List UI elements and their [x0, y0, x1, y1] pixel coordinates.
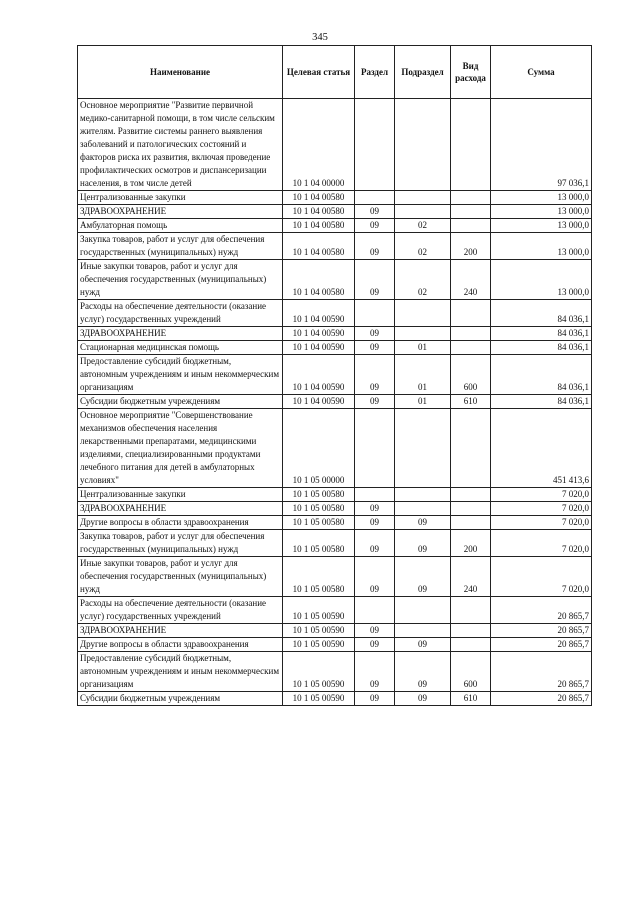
- cell-name: Основное мероприятие "Совершенствование механизмов обеспечения населения лекарственными препаратами, медицинскими изделиями, специализированными продуктами лечебного питания для детей в амбулаторных условиях": [78, 409, 283, 488]
- cell-subsection: [395, 409, 451, 488]
- cell-subsection: [395, 300, 451, 327]
- cell-target: 10 1 04 00580: [283, 205, 355, 219]
- cell-subsection: 09: [395, 530, 451, 557]
- cell-name: ЗДРАВООХРАНЕНИЕ: [78, 327, 283, 341]
- cell-section: [355, 191, 395, 205]
- cell-expense: [451, 488, 491, 502]
- cell-expense: 200: [451, 530, 491, 557]
- cell-expense: 240: [451, 260, 491, 300]
- cell-target: 10 1 05 00580: [283, 488, 355, 502]
- cell-subsection: 09: [395, 638, 451, 652]
- cell-sum: 20 865,7: [491, 652, 592, 692]
- cell-expense: 200: [451, 233, 491, 260]
- cell-sum: 7 020,0: [491, 516, 592, 530]
- cell-name: Иные закупки товаров, работ и услуг для обеспечения государственных (муниципальных) нужд: [78, 557, 283, 597]
- cell-subsection: 02: [395, 260, 451, 300]
- cell-sum: 7 020,0: [491, 557, 592, 597]
- cell-section: 09: [355, 530, 395, 557]
- cell-name: Субсидии бюджетным учреждениям: [78, 395, 283, 409]
- cell-target: 10 1 04 00590: [283, 395, 355, 409]
- cell-section: [355, 488, 395, 502]
- table-row: [78, 516, 592, 530]
- table-row: [78, 260, 592, 300]
- page-number: 345: [312, 32, 328, 43]
- cell-target: 10 1 04 00580: [283, 191, 355, 205]
- cell-expense: 610: [451, 692, 491, 706]
- cell-expense: [451, 638, 491, 652]
- cell-section: 09: [355, 341, 395, 355]
- table-row: [78, 557, 592, 597]
- cell-section: 09: [355, 624, 395, 638]
- cell-sum: 13 000,0: [491, 219, 592, 233]
- header-sum: Сумма: [491, 46, 592, 99]
- table-row: [78, 409, 592, 488]
- cell-target: 10 1 05 00590: [283, 597, 355, 624]
- cell-target: 10 1 04 00580: [283, 260, 355, 300]
- cell-sum: 84 036,1: [491, 300, 592, 327]
- cell-target: 10 1 04 00000: [283, 99, 355, 191]
- cell-target: 10 1 04 00590: [283, 355, 355, 395]
- header-expense: Вид расхода: [451, 46, 491, 99]
- cell-sum: 13 000,0: [491, 260, 592, 300]
- table-header-row: [78, 46, 592, 99]
- cell-name: Централизованные закупки: [78, 488, 283, 502]
- cell-section: 09: [355, 652, 395, 692]
- cell-target: 10 1 04 00590: [283, 300, 355, 327]
- cell-section: 09: [355, 557, 395, 597]
- cell-expense: [451, 205, 491, 219]
- cell-target: 10 1 05 00590: [283, 624, 355, 638]
- cell-target: 10 1 05 00580: [283, 516, 355, 530]
- cell-section: 09: [355, 692, 395, 706]
- cell-subsection: 01: [395, 341, 451, 355]
- cell-section: 09: [355, 327, 395, 341]
- cell-target: 10 1 04 00590: [283, 327, 355, 341]
- table-row: [78, 502, 592, 516]
- cell-expense: [451, 191, 491, 205]
- cell-sum: 13 000,0: [491, 233, 592, 260]
- cell-sum: 20 865,7: [491, 638, 592, 652]
- cell-name: Предоставление субсидий бюджетным, автономным учреждениям и иным некоммерческим организациям: [78, 355, 283, 395]
- cell-name: Субсидии бюджетным учреждениям: [78, 692, 283, 706]
- cell-subsection: [395, 205, 451, 219]
- cell-expense: [451, 300, 491, 327]
- cell-expense: [451, 99, 491, 191]
- cell-expense: [451, 219, 491, 233]
- cell-subsection: 02: [395, 219, 451, 233]
- cell-sum: 97 036,1: [491, 99, 592, 191]
- cell-subsection: [395, 502, 451, 516]
- table-row: [78, 638, 592, 652]
- table-row: [78, 652, 592, 692]
- cell-section: [355, 300, 395, 327]
- cell-target: 10 1 05 00580: [283, 502, 355, 516]
- cell-sum: 13 000,0: [491, 205, 592, 219]
- cell-section: [355, 99, 395, 191]
- table-row: [78, 191, 592, 205]
- cell-name: Закупка товаров, работ и услуг для обеспечения государственных (муниципальных) нужд: [78, 233, 283, 260]
- cell-sum: 84 036,1: [491, 395, 592, 409]
- cell-name: Централизованные закупки: [78, 191, 283, 205]
- table-row: [78, 300, 592, 327]
- cell-sum: 84 036,1: [491, 327, 592, 341]
- cell-name: Другие вопросы в области здравоохранения: [78, 516, 283, 530]
- cell-sum: 20 865,7: [491, 692, 592, 706]
- cell-target: 10 1 04 00580: [283, 219, 355, 233]
- cell-section: 09: [355, 502, 395, 516]
- cell-subsection: 01: [395, 355, 451, 395]
- cell-name: Стационарная медицинская помощь: [78, 341, 283, 355]
- cell-subsection: [395, 191, 451, 205]
- cell-section: 09: [355, 233, 395, 260]
- cell-subsection: 09: [395, 557, 451, 597]
- cell-subsection: [395, 99, 451, 191]
- cell-section: [355, 597, 395, 624]
- cell-subsection: [395, 327, 451, 341]
- budget-table: [77, 45, 592, 706]
- cell-expense: 240: [451, 557, 491, 597]
- cell-expense: [451, 502, 491, 516]
- cell-subsection: [395, 597, 451, 624]
- table-row: [78, 233, 592, 260]
- cell-name: ЗДРАВООХРАНЕНИЕ: [78, 624, 283, 638]
- cell-subsection: 02: [395, 233, 451, 260]
- cell-sum: 84 036,1: [491, 341, 592, 355]
- cell-sum: 84 036,1: [491, 355, 592, 395]
- table-row: [78, 597, 592, 624]
- cell-target: 10 1 05 00580: [283, 530, 355, 557]
- cell-section: 09: [355, 355, 395, 395]
- cell-target: 10 1 04 00590: [283, 341, 355, 355]
- table-row: [78, 355, 592, 395]
- table-row: [78, 341, 592, 355]
- cell-target: 10 1 05 00580: [283, 557, 355, 597]
- table-row: [78, 395, 592, 409]
- table-row: [78, 99, 592, 191]
- cell-sum: 7 020,0: [491, 530, 592, 557]
- cell-subsection: [395, 488, 451, 502]
- cell-sum: 451 413,6: [491, 409, 592, 488]
- cell-expense: [451, 624, 491, 638]
- table-row: [78, 327, 592, 341]
- cell-name: ЗДРАВООХРАНЕНИЕ: [78, 205, 283, 219]
- table-row: [78, 488, 592, 502]
- header-name: Наименование: [78, 46, 283, 99]
- cell-section: [355, 409, 395, 488]
- cell-section: 09: [355, 219, 395, 233]
- cell-name: Иные закупки товаров, работ и услуг для обеспечения государственных (муниципальных) нужд: [78, 260, 283, 300]
- cell-sum: 7 020,0: [491, 502, 592, 516]
- cell-expense: 610: [451, 395, 491, 409]
- cell-subsection: 01: [395, 395, 451, 409]
- cell-expense: 600: [451, 355, 491, 395]
- table-row: [78, 530, 592, 557]
- cell-expense: [451, 341, 491, 355]
- cell-name: ЗДРАВООХРАНЕНИЕ: [78, 502, 283, 516]
- cell-target: 10 1 05 00590: [283, 692, 355, 706]
- cell-subsection: [395, 624, 451, 638]
- cell-subsection: 09: [395, 692, 451, 706]
- table-row: [78, 205, 592, 219]
- cell-section: 09: [355, 638, 395, 652]
- cell-sum: 20 865,7: [491, 597, 592, 624]
- cell-name: Основное мероприятие "Развитие первичной медико-санитарной помощи, в том числе сельским жителям. Развитие системы раннего выявления заболеваний и патологических состояний и факторов риска их развития, включая проведение профилактических осмотров и диспансеризации населения, в том числе детей: [78, 99, 283, 191]
- table-row: [78, 219, 592, 233]
- cell-subsection: 09: [395, 652, 451, 692]
- cell-expense: 600: [451, 652, 491, 692]
- cell-target: 10 1 05 00590: [283, 638, 355, 652]
- cell-target: 10 1 05 00590: [283, 652, 355, 692]
- cell-section: 09: [355, 260, 395, 300]
- cell-name: Расходы на обеспечение деятельности (оказание услуг) государственных учреждений: [78, 300, 283, 327]
- cell-expense: [451, 327, 491, 341]
- cell-name: Амбулаторная помощь: [78, 219, 283, 233]
- cell-name: Закупка товаров, работ и услуг для обеспечения государственных (муниципальных) нужд: [78, 530, 283, 557]
- header-section: Раздел: [355, 46, 395, 99]
- cell-expense: [451, 516, 491, 530]
- cell-name: Предоставление субсидий бюджетным, автономным учреждениям и иным некоммерческим организациям: [78, 652, 283, 692]
- cell-subsection: 09: [395, 516, 451, 530]
- cell-target: 10 1 04 00580: [283, 233, 355, 260]
- table-row: [78, 624, 592, 638]
- cell-name: Расходы на обеспечение деятельности (оказание услуг) государственных учреждений: [78, 597, 283, 624]
- cell-sum: 20 865,7: [491, 624, 592, 638]
- cell-target: 10 1 05 00000: [283, 409, 355, 488]
- header-target: Целевая статья: [283, 46, 355, 99]
- cell-expense: [451, 409, 491, 488]
- header-subsection: Подраздел: [395, 46, 451, 99]
- cell-sum: 7 020,0: [491, 488, 592, 502]
- cell-section: 09: [355, 516, 395, 530]
- cell-sum: 13 000,0: [491, 191, 592, 205]
- cell-section: 09: [355, 395, 395, 409]
- cell-expense: [451, 597, 491, 624]
- cell-name: Другие вопросы в области здравоохранения: [78, 638, 283, 652]
- cell-section: 09: [355, 205, 395, 219]
- table-row: [78, 692, 592, 706]
